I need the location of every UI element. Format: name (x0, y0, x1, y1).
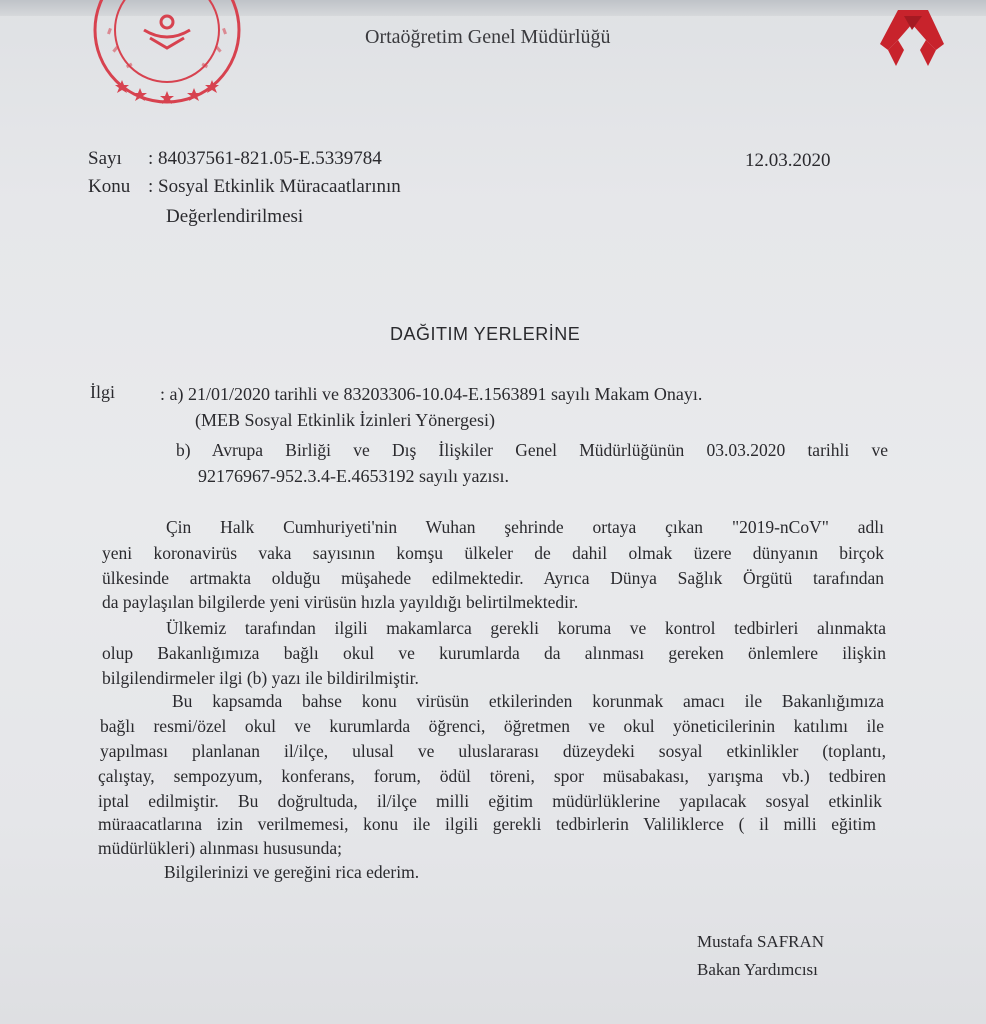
signatory-title: Bakan Yardımcısı (697, 960, 818, 979)
sayi-value: : 84037561-821.05-E.5339784 (148, 148, 382, 169)
paragraph-3-line-4: çalıştay, sempozyum, konferans, forum, ödül töreni, spor müsabakası, yarışma vb.) tedbiren (98, 766, 886, 786)
ilgi-a-line1: : a) 21/01/2020 tarihli ve 83203306-10.04-E.1563891 sayılı Makam Onayı. (160, 384, 703, 404)
paragraph-3-line-7: müdürlükleri) alınması hususunda; (98, 838, 342, 858)
ministry-seal-logo (92, 0, 242, 108)
red-ribbon-icon (878, 10, 948, 70)
paragraph-3-line-3: yapılması planlanan il/ilçe, ulusal ve uluslararası düzeydeki sosyal etkinlikler (toplantı, (100, 741, 886, 761)
sayi-label: Sayı (88, 148, 122, 169)
header-title: Ortaöğretim Genel Müdürlüğü (365, 26, 611, 48)
paragraph-1-line-3: ülkesinde artmakta olduğu müşahede edilmektedir. Ayrıca Dünya Sağlık Örgütü tarafından (102, 568, 884, 588)
ilgi-b-line2: 92176967-952.3.4-E.4653192 sayılı yazısı. (198, 466, 509, 486)
paragraph-1-line-1: Çin Halk Cumhuriyeti'nin Wuhan şehrinde ortaya çıkan "2019-nCoV" adlı (166, 517, 884, 537)
paragraph-2-line-3: bilgilendirmeler ilgi (b) yazı ile bildirilmiştir. (102, 668, 419, 688)
konu-value-line1: : Sosyal Etkinlik Müracaatlarının (148, 176, 401, 197)
ilgi-label: İlgi (90, 382, 115, 402)
ilgi-b-line1: b) Avrupa Birliği ve Dış İlişkiler Genel Müdürlüğünün 03.03.2020 tarihli ve (176, 440, 888, 460)
konu-value-line2: Değerlendirilmesi (166, 206, 304, 227)
paragraph-2-line-2: olup Bakanlığımıza bağlı okul ve kurumlarda da alınması gereken önlemlere ilişkin (102, 643, 886, 663)
distribution-heading: DAĞITIM YERLERİNE (390, 324, 581, 344)
closing-line: Bilgilerinizi ve gereğini rica ederim. (164, 862, 420, 882)
paragraph-3-line-2: bağlı resmi/özel okul ve kurumlarda öğrenci, öğretmen ve okul yöneticilerinin katılımı ile (100, 716, 884, 736)
signatory-name: Mustafa SAFRAN (697, 932, 825, 951)
document-date: 12.03.2020 (745, 150, 831, 171)
konu-label: Konu (88, 176, 131, 197)
paragraph-1-line-4: da paylaşılan bilgilerde yeni virüsün hızla yayıldığı belirtilmektedir. (102, 592, 579, 612)
paragraph-1-line-2: yeni koronavirüs vaka sayısının komşu ülkeler de dahil olmak üzere dünyanın birçok (102, 543, 884, 563)
paragraph-2-line-1: Ülkemiz tarafından ilgili makamlarca gerekli koruma ve kontrol tedbirleri alınmakta (166, 618, 886, 638)
paragraph-3-line-5: iptal edilmiştir. Bu doğrultuda, il/ilçe milli eğitim müdürlüklerine yapılacak sosyal etkinlik (98, 791, 882, 811)
ilgi-a-line2: (MEB Sosyal Etkinlik İzinleri Yönergesi) (195, 410, 495, 430)
paragraph-3-line-6: müraacatlarına izin verilmemesi, konu ile ilgili gerekli tedbirlerin Valiliklerce ( il milli eğitim (98, 814, 876, 834)
paragraph-3-line-1: Bu kapsamda bahse konu virüsün etkilerinden korunmak amacı ile Bakanlığımıza (172, 691, 884, 711)
